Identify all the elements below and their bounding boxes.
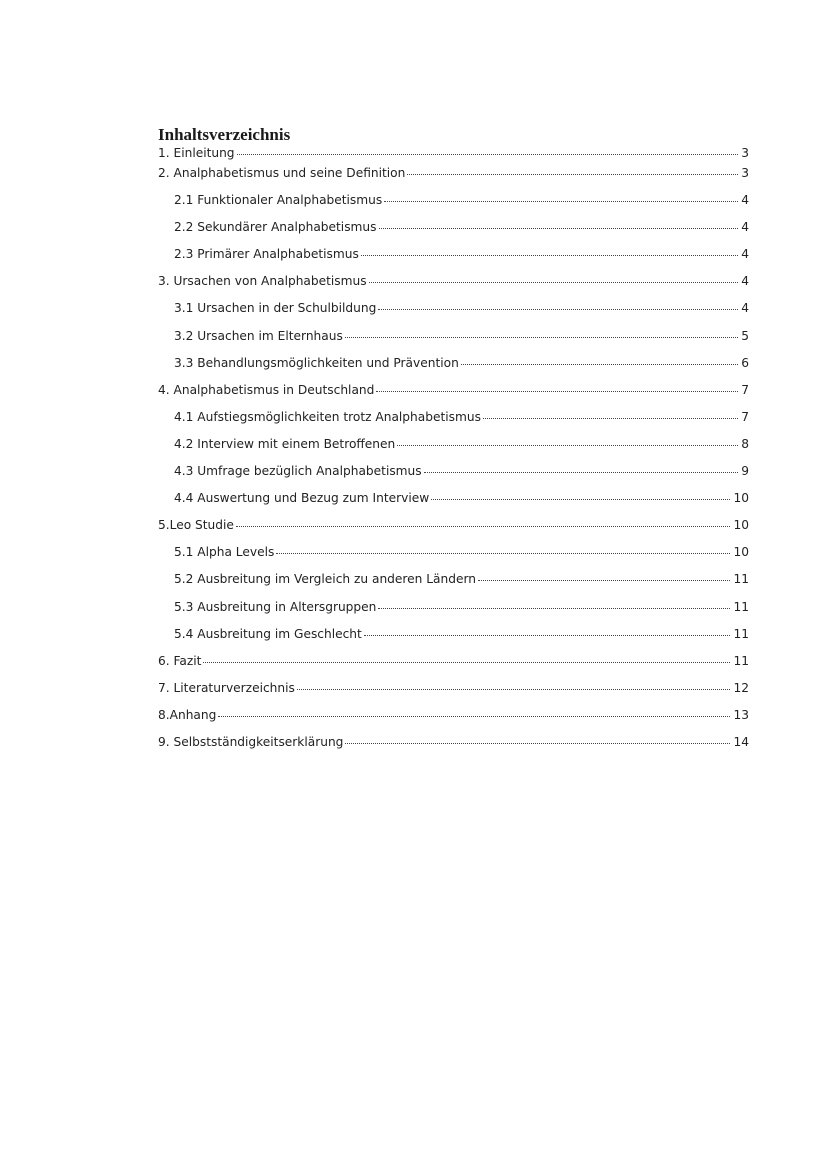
toc-entry[interactable] <box>158 735 749 762</box>
toc-entry-title: 5.1 Alpha Levels <box>174 545 275 560</box>
toc-entry[interactable] <box>158 572 749 599</box>
toc-entry[interactable] <box>158 146 749 166</box>
toc-entry-title: 3.2 Ursachen im Elternhaus <box>174 328 343 343</box>
toc-dot-leader <box>369 282 739 283</box>
toc-page-number: 4 <box>741 247 749 262</box>
toc-entry-title: 8.Anhang <box>158 707 217 722</box>
toc-page-number: 10 <box>733 545 749 560</box>
toc-page-number: 3 <box>741 166 749 180</box>
toc-entry[interactable] <box>158 247 749 274</box>
toc-page-number: 12 <box>733 680 749 695</box>
toc-entry-title: 2.1 Funktionaler Analphabetismus <box>174 193 383 208</box>
toc-dot-leader <box>378 608 730 609</box>
toc-entry[interactable] <box>158 329 749 356</box>
toc-entry-title: 2. Analphabetismus und seine Definition <box>158 166 406 180</box>
toc-entry-title: 5.Leo Studie <box>158 518 234 533</box>
toc-entry[interactable] <box>158 518 749 545</box>
toc-entry-title: 4.3 Umfrage bezüglich Analphabetismus <box>174 464 422 479</box>
toc-page-number: 11 <box>733 572 749 587</box>
toc-dot-leader <box>461 364 738 365</box>
toc-entry[interactable] <box>158 274 749 301</box>
toc-entry[interactable] <box>158 410 749 437</box>
toc-dot-leader <box>361 255 738 256</box>
toc-page-number: 10 <box>733 491 749 506</box>
toc-entry[interactable] <box>158 437 749 464</box>
toc-page-number: 11 <box>733 653 749 668</box>
toc-entry-title: 2.3 Primärer Analphabetismus <box>174 247 359 262</box>
toc-dot-leader <box>218 716 730 717</box>
toc-dot-leader <box>431 499 730 500</box>
toc-page-number: 4 <box>741 301 749 316</box>
toc-page-number: 7 <box>741 382 749 397</box>
toc-entry-title: 5.2 Ausbreitung im Vergleich zu anderen Ländern <box>174 572 476 587</box>
toc-entry-title: 3. Ursachen von Analphabetismus <box>158 274 367 289</box>
toc-entry[interactable] <box>158 193 749 220</box>
toc-dot-leader <box>478 580 730 581</box>
toc-dot-leader <box>407 174 738 175</box>
toc-entry-title: 7. Literaturverzeichnis <box>158 680 295 695</box>
toc-page-number: 4 <box>741 220 749 235</box>
toc-entry-title: 4. Analphabetismus in Deutschland <box>158 382 375 397</box>
toc-dot-leader <box>378 309 738 310</box>
toc-dot-leader <box>203 662 730 663</box>
toc-entry[interactable] <box>158 491 749 518</box>
toc-dot-leader <box>345 337 738 338</box>
toc-dot-leader <box>276 553 730 554</box>
toc-entry[interactable] <box>158 356 749 383</box>
toc-dot-leader <box>384 201 738 202</box>
toc-entry-title: 4.1 Aufstiegsmöglichkeiten trotz Analphabetismus <box>174 409 481 424</box>
toc-page-number: 14 <box>733 734 749 749</box>
toc-entry-title: 3.3 Behandlungsmöglichkeiten und Prävention <box>174 355 459 370</box>
toc-entry[interactable] <box>158 600 749 627</box>
toc-entry-title: 4.4 Auswertung und Bezug zum Interview <box>174 491 430 506</box>
toc-entry[interactable] <box>158 301 749 328</box>
toc-dot-leader <box>397 445 738 446</box>
toc-entry[interactable] <box>158 545 749 572</box>
toc-entry[interactable] <box>158 220 749 247</box>
toc-entry-title: 1. Einleitung <box>158 146 235 160</box>
toc-entry-title: 9. Selbstständigkeitserklärung <box>158 734 344 749</box>
toc-entry[interactable] <box>158 654 749 681</box>
toc-dot-leader <box>297 689 731 690</box>
toc-dot-leader <box>236 526 731 527</box>
toc-dot-leader <box>483 418 738 419</box>
toc-dot-leader <box>376 391 738 392</box>
toc-entry[interactable] <box>158 627 749 654</box>
toc-page-number: 8 <box>741 436 749 451</box>
toc-entry[interactable] <box>158 708 749 735</box>
toc-entry-title: 5.4 Ausbreitung im Geschlecht <box>174 626 362 641</box>
table-of-contents <box>158 124 749 762</box>
toc-page-number: 4 <box>741 193 749 208</box>
toc-page-number: 3 <box>741 146 749 160</box>
toc-page-number: 6 <box>741 355 749 370</box>
toc-dot-leader <box>424 472 739 473</box>
toc-entry-title: 5.3 Ausbreitung in Altersgruppen <box>174 599 377 614</box>
toc-entry-title: 4.2 Interview mit einem Betroffenen <box>174 436 396 451</box>
toc-entry-title: 6. Fazit <box>158 653 202 668</box>
toc-page-number: 10 <box>733 518 749 533</box>
toc-list <box>158 146 749 762</box>
toc-page-number: 11 <box>733 626 749 641</box>
toc-page-number: 11 <box>733 599 749 614</box>
toc-page-number: 13 <box>733 707 749 722</box>
toc-page-number: 5 <box>741 328 749 343</box>
toc-dot-leader <box>345 743 730 744</box>
toc-entry-title: 2.2 Sekundärer Analphabetismus <box>174 220 377 235</box>
toc-page-number: 4 <box>741 274 749 289</box>
toc-dot-leader <box>364 635 731 636</box>
toc-title: Inhaltsverzeichnis <box>158 125 291 144</box>
toc-page-number: 9 <box>741 464 749 479</box>
toc-entry[interactable] <box>158 166 749 193</box>
toc-entry[interactable] <box>158 681 749 708</box>
toc-page-number: 7 <box>741 409 749 424</box>
toc-entry[interactable] <box>158 383 749 410</box>
toc-entry[interactable] <box>158 464 749 491</box>
toc-entry-title: 3.1 Ursachen in der Schulbildung <box>174 301 377 316</box>
toc-dot-leader <box>237 154 739 155</box>
toc-dot-leader <box>379 228 739 229</box>
